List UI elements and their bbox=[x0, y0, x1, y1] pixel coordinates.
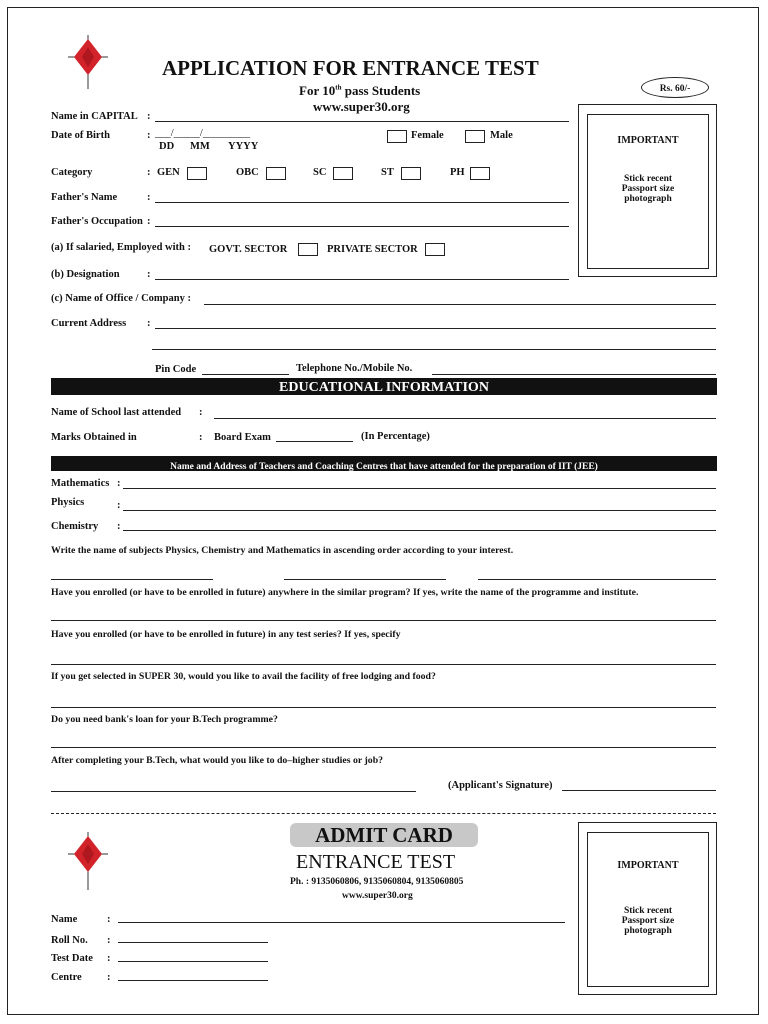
category-label: Category bbox=[51, 167, 93, 178]
name-label: Name in CAPITAL bbox=[51, 111, 138, 122]
education-heading: EDUCATIONAL INFORMATION bbox=[279, 380, 489, 395]
dob-label: Date of Birth bbox=[51, 130, 110, 141]
cut-line-divider bbox=[51, 813, 716, 814]
pin-code-input[interactable] bbox=[202, 374, 289, 375]
admit-roll-input[interactable] bbox=[118, 942, 268, 943]
dob-colon: : bbox=[147, 130, 151, 141]
form-website: www.super30.org bbox=[313, 99, 410, 114]
admit-roll-colon: : bbox=[107, 935, 111, 946]
admit-card-title: ADMIT CARD bbox=[315, 823, 453, 847]
admit-test-date-input[interactable] bbox=[118, 961, 268, 962]
female-checkbox[interactable] bbox=[387, 130, 407, 143]
school-colon: : bbox=[199, 407, 203, 418]
education-heading-bar bbox=[51, 378, 717, 395]
subtitle-post: pass Students bbox=[341, 83, 421, 98]
cat-st-label: ST bbox=[381, 167, 394, 178]
chemistry-input[interactable] bbox=[123, 530, 716, 531]
admit-phone: Ph. : 9135060806, 9135060804, 9135060805 bbox=[290, 877, 464, 887]
cat-st-checkbox[interactable] bbox=[401, 167, 421, 180]
mathematics-colon: : bbox=[117, 478, 121, 489]
category-colon: : bbox=[147, 167, 151, 178]
admit-centre-colon: : bbox=[107, 972, 111, 983]
admit-test-date-label: Test Date bbox=[51, 953, 93, 964]
admit-name-colon: : bbox=[107, 914, 111, 925]
admit-card-title-badge bbox=[290, 823, 478, 847]
private-sector-label: PRIVATE SECTOR bbox=[327, 244, 418, 255]
fee-badge bbox=[641, 77, 709, 98]
admit-website: www.super30.org bbox=[342, 891, 413, 901]
admit-photo-box[interactable] bbox=[587, 832, 709, 987]
admit-photo-important: IMPORTANT bbox=[617, 860, 679, 871]
address-input-line2[interactable] bbox=[152, 349, 716, 350]
admit-centre-label: Centre bbox=[51, 972, 82, 983]
question-6-input[interactable] bbox=[51, 791, 416, 792]
question-2: Have you enrolled (or have to be enrolled in future) anywhere in the similar program? If yes, write the name of the programme and institute. bbox=[51, 587, 639, 598]
signature-input[interactable] bbox=[562, 790, 716, 791]
marks-label: Marks Obtained in bbox=[51, 432, 137, 443]
question-4-input[interactable] bbox=[51, 707, 716, 708]
female-label: Female bbox=[411, 130, 444, 141]
question-3-input[interactable] bbox=[51, 664, 716, 665]
photo-important: IMPORTANT bbox=[617, 135, 679, 146]
office-input[interactable] bbox=[204, 304, 716, 305]
question-5: Do you need bank's loan for your B.Tech programme? bbox=[51, 714, 278, 725]
physics-label: Physics bbox=[51, 497, 85, 508]
name-colon: : bbox=[147, 111, 151, 122]
admit-photo-line2: Passport size bbox=[621, 916, 675, 926]
signature-label: (Applicant's Signature) bbox=[448, 780, 553, 791]
cat-sc-label: SC bbox=[313, 167, 327, 178]
question-1-input-a[interactable] bbox=[51, 579, 213, 580]
name-input[interactable] bbox=[155, 121, 569, 122]
father-name-label: Father's Name bbox=[51, 192, 118, 203]
photo-line1: Stick recent bbox=[623, 174, 673, 184]
photo-line3: photograph bbox=[624, 194, 672, 204]
percentage-label: (In Percentage) bbox=[361, 431, 430, 442]
teachers-heading: Name and Address of Teachers and Coaching Centres that have attended for the preparation of IIT (JEE) bbox=[170, 462, 598, 472]
male-label: Male bbox=[490, 130, 513, 141]
address-label: Current Address bbox=[51, 318, 127, 329]
salaried-label: (a) If salaried, Employed with : bbox=[51, 242, 191, 253]
chemistry-colon: : bbox=[117, 521, 121, 532]
admit-roll-label: Roll No. bbox=[51, 935, 88, 946]
super30-logo-icon bbox=[64, 33, 112, 91]
admit-subtitle: ENTRANCE TEST bbox=[296, 851, 456, 873]
dob-input[interactable]: ___/_____/_________ bbox=[155, 128, 251, 139]
cat-ph-checkbox[interactable] bbox=[470, 167, 490, 180]
telephone-input[interactable] bbox=[432, 374, 716, 375]
form-subtitle bbox=[299, 83, 420, 99]
cat-obc-checkbox[interactable] bbox=[266, 167, 286, 180]
subtitle-sup: th bbox=[335, 83, 342, 92]
cat-ph-label: PH bbox=[450, 167, 465, 178]
question-1: Write the name of subjects Physics, Chemistry and Mathematics in ascending order according to your interest. bbox=[51, 545, 514, 556]
form-title: APPLICATION FOR ENTRANCE TEST bbox=[162, 56, 539, 80]
physics-colon: : bbox=[117, 500, 121, 511]
designation-label: (b) Designation bbox=[51, 269, 120, 280]
telephone-label: Telephone No./Mobile No. bbox=[296, 363, 413, 374]
school-input[interactable] bbox=[214, 418, 716, 419]
govt-sector-checkbox[interactable] bbox=[298, 243, 318, 256]
cat-gen-label: GEN bbox=[157, 167, 180, 178]
dob-dd: DD bbox=[159, 141, 175, 152]
teachers-heading-bar bbox=[51, 456, 717, 471]
father-occupation-input[interactable] bbox=[155, 226, 569, 227]
cat-sc-checkbox[interactable] bbox=[333, 167, 353, 180]
admit-photo-line3: photograph bbox=[624, 926, 672, 936]
admit-name-input[interactable] bbox=[118, 922, 565, 923]
dob-yyyy: YYYY bbox=[228, 141, 259, 152]
board-exam-label: Board Exam bbox=[214, 432, 271, 443]
board-exam-input[interactable] bbox=[276, 441, 353, 442]
fee-text: Rs. 60/- bbox=[659, 84, 691, 94]
address-input-line1[interactable] bbox=[155, 328, 716, 329]
mathematics-input[interactable] bbox=[123, 488, 716, 489]
admit-photo-line1: Stick recent bbox=[623, 906, 673, 916]
male-checkbox[interactable] bbox=[465, 130, 485, 143]
admit-logo-icon bbox=[64, 830, 112, 892]
office-label: (c) Name of Office / Company : bbox=[51, 293, 191, 304]
marks-colon: : bbox=[199, 432, 203, 443]
cat-gen-checkbox[interactable] bbox=[187, 167, 207, 180]
dob-mm: MM bbox=[190, 141, 210, 152]
question-1-input-c[interactable] bbox=[478, 579, 716, 580]
father-name-input[interactable] bbox=[155, 202, 569, 203]
father-occupation-colon: : bbox=[147, 216, 151, 227]
cat-obc-label: OBC bbox=[236, 167, 259, 178]
question-2-input[interactable] bbox=[51, 620, 716, 621]
question-4: If you get selected in SUPER 30, would you like to avail the facility of free lodging and food? bbox=[51, 671, 436, 682]
father-name-colon: : bbox=[147, 192, 151, 203]
admit-centre-input[interactable] bbox=[118, 980, 268, 981]
govt-sector-label: GOVT. SECTOR bbox=[209, 244, 288, 255]
address-colon: : bbox=[147, 318, 151, 329]
admit-name-label: Name bbox=[51, 914, 78, 925]
question-1-input-b[interactable] bbox=[284, 579, 446, 580]
subtitle-pre: For 10 bbox=[299, 83, 336, 98]
father-occupation-label: Father's Occupation bbox=[51, 216, 143, 227]
school-label: Name of School last attended bbox=[51, 407, 182, 418]
question-6: After completing your B.Tech, what would you like to do–higher studies or job? bbox=[51, 755, 384, 766]
admit-test-date-colon: : bbox=[107, 953, 111, 964]
chemistry-label: Chemistry bbox=[51, 521, 99, 532]
designation-input[interactable] bbox=[155, 279, 569, 280]
pin-code-label: Pin Code bbox=[155, 364, 197, 375]
physics-input[interactable] bbox=[123, 510, 716, 511]
mathematics-label: Mathematics bbox=[51, 478, 110, 489]
question-5-input[interactable] bbox=[51, 747, 716, 748]
photo-box[interactable] bbox=[587, 114, 709, 269]
designation-colon: : bbox=[147, 269, 151, 280]
private-sector-checkbox[interactable] bbox=[425, 243, 445, 256]
question-3: Have you enrolled (or have to be enrolled in future) in any test series? If yes, specify bbox=[51, 629, 401, 640]
photo-line2: Passport size bbox=[621, 184, 675, 194]
